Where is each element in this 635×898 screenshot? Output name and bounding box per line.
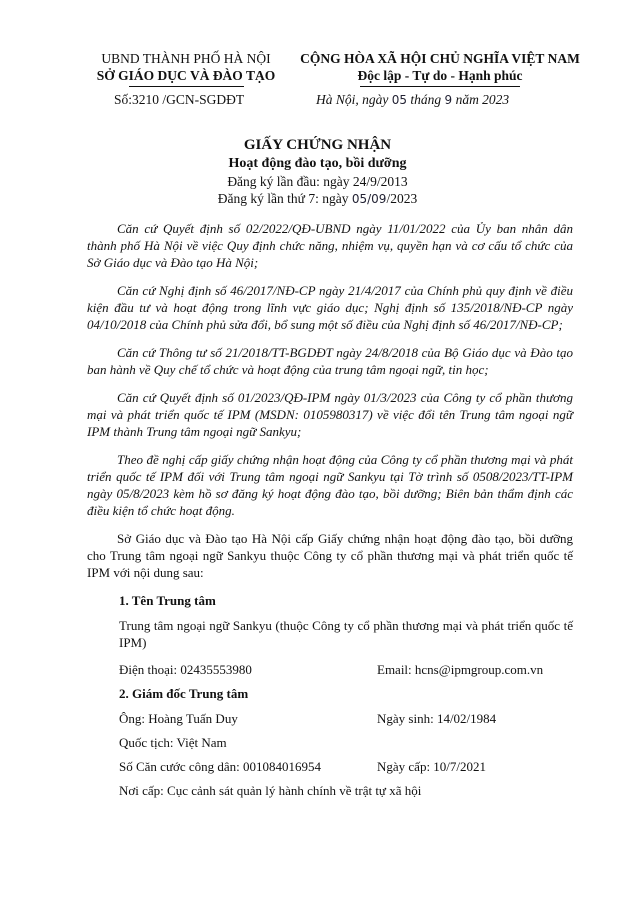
seventh-registration-prefix: Đăng ký lần thứ 7: ngày: [217, 191, 349, 206]
issuer-department: SỞ GIÁO DỤC VÀ ĐÀO TẠO: [96, 68, 276, 83]
center-contact-row: [87, 661, 573, 678]
national-motto: Độc lập - Tự do - Hạnh phúc: [357, 68, 523, 83]
basis-paragraph: Căn cứ Quyết định số 01/2023/QĐ-IPM ngày 01/3/2023 của Công ty cổ phần thương mại và phát triển quốc tế IPM (MSDN: 0105980317) về việc đổi tên Trung tâm ngoại ngữ IPM thành Trung tâm ngoại ngữ Sankyu;: [87, 390, 573, 439]
date-prefix: Hà Nội, ngày: [316, 92, 389, 107]
seventh-registration-month: 09: [371, 192, 387, 206]
first-registration: Đăng ký lần đầu: ngày 24/9/2013: [227, 174, 408, 189]
issuer-header: [76, 50, 296, 87]
center-name: Trung tâm ngoại ngữ Sankyu (thuộc Công ty cổ phần thương mại và phát triển quốc tế IPM): [119, 618, 573, 650]
seventh-registration: [0, 190, 635, 208]
center-email: Email: hcns@ipmgroup.com.vn: [377, 662, 544, 677]
director-nationality: Quốc tịch: Việt Nam: [119, 735, 227, 750]
basis-paragraph: Căn cứ Nghị định số 46/2017/NĐ-CP ngày 21/4/2017 của Chính phủ quy định về điều kiện đầu tư và hoạt động trong lĩnh vực giáo dục; Nghị định số 135/2018/NĐ-CP ngày 04/10/2018 của Chính phủ sửa đổi, bổ sung một số điều của Nghị định số 46/2017/NĐ-CP;: [87, 283, 573, 332]
seventh-registration-day: 05: [351, 192, 368, 206]
basis-paragraph: Căn cứ Thông tư số 21/2018/TT-BGDĐT ngày 24/8/2018 của Bộ Giáo dục và Đào tạo ban hành về Quy chế tổ chức và hoạt động của trung tâm ngoại ngữ, tin học;: [87, 345, 573, 377]
certificate-title: GIẤY CHỨNG NHẬN: [243, 137, 392, 153]
director-id-issue-date: Ngày cấp: 10/7/2021: [377, 759, 487, 774]
seventh-registration-sep: /: [367, 192, 372, 206]
date-suffix: năm 2023: [455, 92, 510, 107]
director-name: Ông: Hoàng Tuấn Duy: [119, 711, 238, 726]
director-id-number: Số Căn cước công dân: 001084016954: [119, 759, 322, 774]
intro-paragraph: Sở Giáo dục và Đào tạo Hà Nội cấp Giấy chứng nhận hoạt động đào tạo, bồi dưỡng cho Trung tâm ngoại ngữ Sankyu thuộc Công ty cổ phần thương mại và phát triển quốc tế IPM với nội dung sau:: [87, 531, 573, 580]
issue-date-line: [316, 92, 509, 108]
date-month-handwritten: 9: [444, 93, 453, 107]
basis-paragraph: Căn cứ Quyết định số 02/2022/QĐ-UBND ngày 11/01/2022 của Ủy ban nhân dân thành phố Hà Nội về việc Quy định chức năng, nhiệm vụ, quyền hạn và cơ cấu tổ chức của Sở Giáo dục và Đào tạo Hà Nội;: [87, 221, 573, 270]
director-dob: Ngày sinh: 14/02/1984: [377, 711, 497, 726]
certificate-title-block: [0, 136, 635, 208]
section-director-heading: 2. Giám đốc Trung tâm: [119, 686, 249, 701]
director-name-row: [87, 710, 573, 727]
date-day-handwritten: 05: [391, 93, 408, 107]
basis-paragraph: Theo đề nghị cấp giấy chứng nhận hoạt động của Công ty cổ phần thương mại và phát triển quốc tế IPM đối với Trung tâm ngoại ngữ Sankyu tại Tờ trình số 0508/2023/TT-IPM ngày 05/8/2023 kèm hồ sơ đăng ký hoạt động đào tạo, bồi dưỡng; Biên bản thẩm định các điều kiện tổ chức hoạt động.: [87, 452, 573, 518]
document-number: Số:3210 /GCN-SGDĐT: [114, 92, 245, 107]
seventh-registration-year: /2023: [386, 191, 418, 206]
national-name: CỘNG HÒA XÃ HỘI CHỦ NGHĨA VIỆT NAM: [300, 51, 580, 66]
national-header: [290, 50, 590, 87]
certificate-subtitle: Hoạt động đào tạo, bồi dưỡng: [228, 156, 407, 171]
center-phone: Điện thoại: 02435553980: [119, 662, 252, 677]
motto-underline: [360, 86, 520, 87]
issuer-authority: UBND THÀNH PHỐ HÀ NỘI: [101, 51, 271, 66]
director-id-issue-place: Nơi cấp: Cục cảnh sát quản lý hành chính về trật tự xã hội: [119, 783, 422, 798]
section-center-heading: 1. Tên Trung tâm: [119, 593, 216, 608]
issuer-underline: [129, 86, 244, 87]
director-id-row: [87, 758, 573, 775]
certificate-body: [87, 220, 573, 806]
date-mid: tháng: [410, 92, 442, 107]
